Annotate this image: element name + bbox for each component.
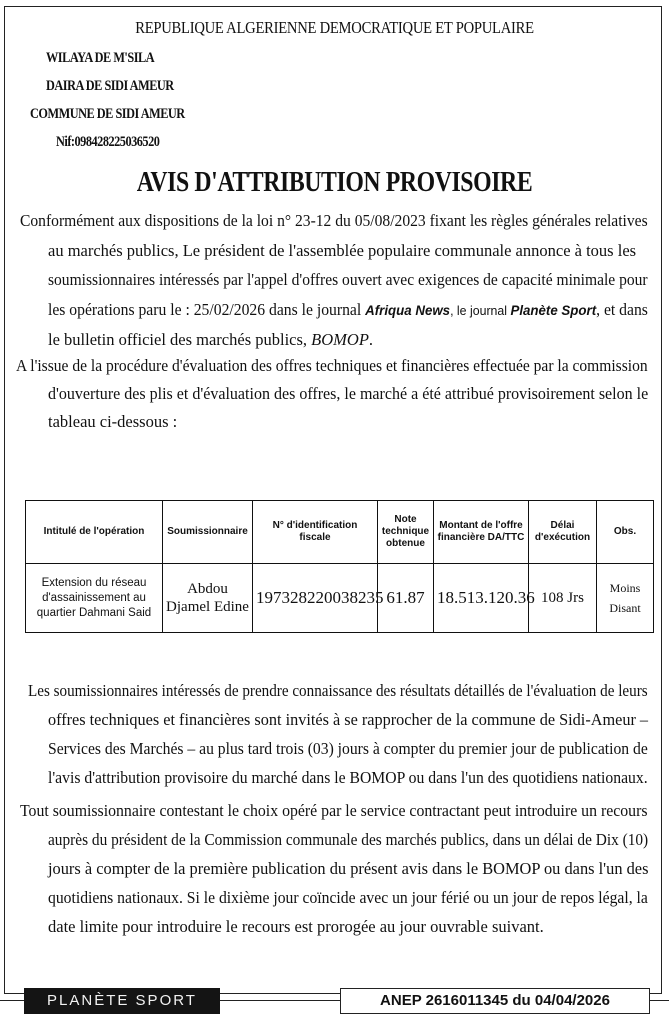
col-header-obs: Obs. bbox=[597, 501, 654, 564]
results-line-1: Les soumissionnaires intéressés de prendre connaissance des résultats détaillés de l'évaluation de leurs bbox=[28, 681, 648, 700]
cell-technical-score: 61.87 bbox=[378, 564, 434, 633]
appeal-line-4: quotidiens nationaux. Si le dixième jour coïncide avec un jour férié ou un jour de repos légal, la bbox=[47, 888, 648, 907]
republic-heading: REPUBLIQUE ALGERIENNE DEMOCRATIQUE ET POPULAIRE bbox=[135, 18, 534, 37]
intro-line-2: au marchés publics, Le président de l'assemblée populaire communale annonce à tous les bbox=[48, 240, 637, 260]
intro-line-4 bbox=[20, 295, 648, 326]
col-header-amount: Montant de l'offre financière DA/TTC bbox=[434, 501, 529, 564]
attribution-table bbox=[25, 500, 654, 633]
col-header-tax-id: N° d'identification fiscale bbox=[253, 501, 378, 564]
col-header-operation: Intitulé de l'opération bbox=[26, 501, 163, 564]
newspaper-brand: PLANÈTE SPORT bbox=[24, 988, 220, 1014]
results-line-4: l'avis d'attribution provisoire du marché dans le BOMOP ou dans l'un des quotidiens nationaux. bbox=[47, 768, 648, 787]
appeal-paragraph bbox=[20, 796, 648, 941]
evaluation-line-2: d'ouverture des plis et d'évaluation des offres, le marché a été attribué provisoirement selon le bbox=[47, 384, 649, 403]
cell-bidder: Abdou Djamel Edine bbox=[163, 564, 253, 633]
journal-afriqua-news: Afriqua News bbox=[365, 301, 451, 318]
footer bbox=[0, 980, 669, 1020]
cell-operation: Extension du réseau d'assainissement au quartier Dahmani Said bbox=[26, 564, 163, 633]
col-header-bidder: Soumissionnaire bbox=[163, 501, 253, 564]
results-line-3: Services des Marchés – au plus tard trois (03) jours à compter du premier jour de publication de bbox=[47, 739, 648, 758]
evaluation-line-1: A l'issue de la procédure d'évaluation des offres techniques et financières effectuée par la commission bbox=[16, 356, 648, 375]
intro-paragraph bbox=[20, 206, 648, 355]
table-header-row bbox=[26, 501, 654, 564]
intro-line-5a: le bulletin officiel des marchés publics, bbox=[48, 330, 312, 349]
evaluation-paragraph bbox=[16, 352, 649, 436]
intro-line-3: soumissionnaires intéressés par l'appel d'offres ouvert avec exigences de capacité minimale pour bbox=[47, 270, 648, 289]
anep-reference: ANEP 2616011345 du 04/04/2026 bbox=[340, 988, 650, 1014]
nif-line: Nif:098428225036520 bbox=[56, 134, 160, 150]
intro-line-4c: , et dans bbox=[596, 299, 648, 319]
page-title: AVIS D'ATTRIBUTION PROVISOIRE bbox=[136, 166, 533, 198]
results-line-2: offres techniques et financières sont invités à se rapprocher de la commune de Sidi-Ameur – bbox=[47, 710, 649, 729]
col-header-technical-score: Note technique obtenue bbox=[378, 501, 434, 564]
table-row bbox=[26, 564, 654, 633]
daira-line: DAIRA DE SIDI AMEUR bbox=[46, 78, 174, 94]
cell-deadline: 108 Jrs bbox=[529, 564, 597, 633]
appeal-line-3: jours à compter de la première publication du présent avis dans le BOMOP ou dans l'un des bbox=[47, 859, 649, 878]
appeal-line-2: auprès du président de la Commission communale des marchés publics, dans un délai de Dix (10) bbox=[47, 830, 649, 849]
appeal-line-1: Tout soumissionnaire contestant le choix opéré par le service contractant peut introduire un recours bbox=[20, 801, 648, 820]
intro-line-5 bbox=[20, 325, 648, 355]
cell-amount: 18.513.120.36 bbox=[434, 564, 529, 633]
intro-line-1: Conformément aux dispositions de la loi n° 23-12 du 05/08/2023 fixant les règles générales relatives bbox=[20, 211, 648, 230]
results-paragraph bbox=[20, 676, 648, 792]
intro-line-4a: les opérations paru le : 25/02/2026 dans le journal bbox=[47, 299, 366, 319]
appeal-line-5: date limite pour introduire le recours est prorogée au jour ouvrable suivant. bbox=[48, 917, 544, 936]
cell-tax-id: 197328220038235 bbox=[253, 564, 378, 633]
intro-line-4b: , le journal bbox=[450, 302, 511, 318]
evaluation-line-3: tableau ci-dessous : bbox=[48, 412, 178, 431]
wilaya-line: WILAYA DE M'SILA bbox=[46, 50, 155, 66]
commune-line: COMMUNE DE SIDI AMEUR bbox=[30, 106, 185, 122]
col-header-deadline: Délai d'exécution bbox=[529, 501, 597, 564]
cell-obs: Moins Disant bbox=[597, 564, 654, 633]
bomop-label: BOMOP bbox=[311, 330, 369, 349]
intro-line-5b: . bbox=[368, 330, 374, 349]
journal-planete-sport: Planète Sport bbox=[510, 301, 597, 318]
